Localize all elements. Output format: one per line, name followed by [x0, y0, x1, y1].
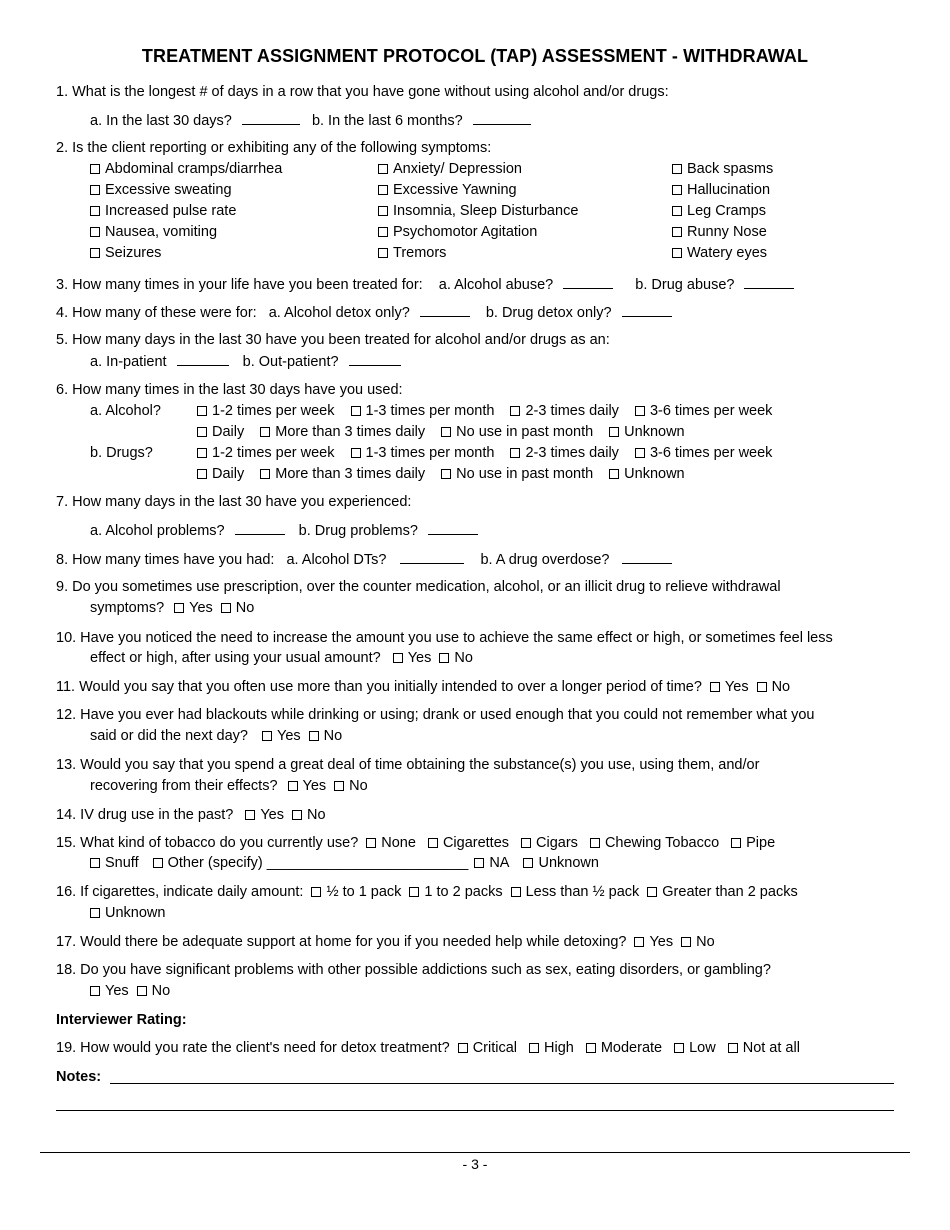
- checkbox[interactable]: [510, 448, 520, 458]
- symptom-abdominal-cramps-diarrhea[interactable]: [90, 159, 282, 180]
- page-title: TREATMENT ASSIGNMENT PROTOCOL (TAP) ASSESSMENT - WITHDRAWAL: [141, 46, 809, 66]
- option-yes[interactable]: Yes: [174, 598, 213, 618]
- option-3-6-times-per-week[interactable]: 3-6 times per week: [635, 401, 773, 421]
- option-no[interactable]: No: [292, 805, 326, 825]
- option-moderate[interactable]: Moderate: [586, 1038, 662, 1058]
- checkbox[interactable]: [288, 781, 298, 791]
- checkbox[interactable]: [351, 406, 361, 416]
- checkbox[interactable]: [378, 248, 388, 258]
- checkbox[interactable]: [586, 1043, 596, 1053]
- option-na[interactable]: NA: [474, 853, 509, 873]
- checkbox[interactable]: [90, 248, 100, 258]
- checkbox[interactable]: [292, 810, 302, 820]
- option-no[interactable]: No: [309, 726, 343, 746]
- checkbox[interactable]: [439, 653, 449, 663]
- checkbox[interactable]: [590, 838, 600, 848]
- symptom-checkbox-label[interactable]: Abdominal cramps/diarrhea: [90, 159, 282, 180]
- checkbox[interactable]: [90, 206, 100, 216]
- checkbox[interactable]: [672, 164, 682, 174]
- checkbox[interactable]: [221, 603, 231, 613]
- checkbox[interactable]: [311, 887, 321, 897]
- symptom-column-2: [378, 159, 578, 264]
- q7a-blank[interactable]: [235, 520, 285, 535]
- question-12-cont: said or did the next day? Yes No: [90, 728, 343, 744]
- question-3: 3. How many times in your life have you been treated for: a. Alcohol abuse? b. Drug abuse?: [56, 274, 894, 295]
- checkbox[interactable]: [260, 427, 270, 437]
- symptom-watery-eyes[interactable]: [672, 243, 773, 264]
- question-11: 11. Would you say that you often use more than you initially intended to over a longer period of time? Yes No: [56, 679, 791, 695]
- option-yes[interactable]: Yes: [262, 726, 301, 746]
- checkbox[interactable]: [441, 469, 451, 479]
- question-9: 9. Do you sometimes use prescription, over the counter medication, alcohol, or an illicit drug to relieve withdrawal: [56, 579, 781, 595]
- symptom-back-spasms[interactable]: [672, 159, 773, 180]
- yes-no-group: [90, 983, 170, 999]
- symptom-checkbox-label[interactable]: Insomnia, Sleep Disturbance: [378, 201, 578, 222]
- option-unknown[interactable]: Unknown: [609, 464, 684, 484]
- option-unknown[interactable]: Unknown: [609, 422, 684, 442]
- checkbox[interactable]: [153, 858, 163, 868]
- symptom-column-1: [90, 159, 282, 264]
- checkbox[interactable]: [635, 406, 645, 416]
- option-yes[interactable]: Yes: [90, 981, 129, 1001]
- option-high[interactable]: High: [529, 1038, 574, 1058]
- q6-drugs-options-row2: [197, 464, 894, 484]
- checkbox[interactable]: [441, 427, 451, 437]
- option-critical[interactable]: Critical: [458, 1038, 517, 1058]
- symptom-insomnia-sleep-disturbance[interactable]: [378, 201, 578, 222]
- question-8: 8. How many times have you had: a. Alcohol DTs? b. A drug overdose?: [56, 549, 894, 570]
- checkbox[interactable]: [681, 937, 691, 947]
- symptom-anxiety-depression[interactable]: [378, 159, 578, 180]
- option-chewing-tobacco[interactable]: Chewing Tobacco: [590, 833, 719, 853]
- checkbox[interactable]: [366, 838, 376, 848]
- checkbox[interactable]: [262, 731, 272, 741]
- symptom-excessive-sweating[interactable]: [90, 180, 282, 201]
- footer-divider: [40, 1152, 910, 1153]
- option-no[interactable]: No: [221, 598, 255, 618]
- question-6: 6. How many times in the last 30 days have you used:: [56, 382, 403, 398]
- option-none[interactable]: None: [366, 833, 416, 853]
- question-16: 16. If cigarettes, indicate daily amount: ½ to 1 pack 1 to 2 packs Less than ½ pack Greater than 2 packs: [56, 884, 798, 900]
- question-9-cont: symptoms? Yes No: [90, 600, 255, 616]
- q4b-blank[interactable]: [622, 302, 672, 317]
- checkbox[interactable]: [90, 908, 100, 918]
- notes-line-1[interactable]: [110, 1083, 894, 1084]
- q1a-blank[interactable]: [242, 110, 300, 125]
- yes-no-group: [634, 934, 714, 950]
- checkbox[interactable]: [634, 937, 644, 947]
- checkbox[interactable]: [523, 858, 533, 868]
- checkbox[interactable]: [458, 1043, 468, 1053]
- option-more-than-3-times-daily[interactable]: More than 3 times daily: [260, 464, 425, 484]
- checkbox[interactable]: [90, 858, 100, 868]
- symptom-checkbox-label[interactable]: Seizures: [90, 243, 161, 264]
- option-yes[interactable]: Yes: [393, 648, 432, 668]
- q8a-blank[interactable]: [400, 549, 464, 564]
- option-greater-than-2-packs[interactable]: Greater than 2 packs: [647, 882, 797, 902]
- option-no[interactable]: No: [334, 776, 368, 796]
- question-1: 1. What is the longest # of days in a row that you have gone without using alcohol and/or drugs:: [56, 84, 669, 100]
- checkbox[interactable]: [731, 838, 741, 848]
- checkbox[interactable]: [609, 469, 619, 479]
- checkbox[interactable]: [245, 810, 255, 820]
- symptom-nausea-vomiting[interactable]: [90, 222, 282, 243]
- page-number: - 3 -: [462, 1156, 488, 1172]
- checkbox[interactable]: [378, 185, 388, 195]
- symptom-checkbox-label[interactable]: Excessive Yawning: [378, 180, 517, 201]
- checkbox[interactable]: [197, 427, 207, 437]
- checkbox[interactable]: [137, 986, 147, 996]
- checkbox[interactable]: [674, 1043, 684, 1053]
- notes-label: Notes:: [56, 1069, 102, 1085]
- option-3-6-times-per-week[interactable]: 3-6 times per week: [635, 443, 773, 463]
- option-no[interactable]: No: [137, 981, 171, 1001]
- question-18-cont: [90, 981, 894, 1001]
- checkbox[interactable]: [90, 185, 100, 195]
- checkbox[interactable]: [647, 887, 657, 897]
- interviewer-rating-heading: Interviewer Rating:: [56, 1012, 187, 1028]
- symptom-excessive-yawning[interactable]: [378, 180, 578, 201]
- symptom-checkbox-label[interactable]: Nausea, vomiting: [90, 222, 217, 243]
- question-2: 2. Is the client reporting or exhibiting any of the following symptoms:: [56, 140, 492, 156]
- checkbox[interactable]: [757, 682, 767, 692]
- checkbox[interactable]: [197, 469, 207, 479]
- symptom-checkbox-label[interactable]: Excessive sweating: [90, 180, 232, 201]
- option-yes[interactable]: Yes: [634, 932, 673, 952]
- checkbox[interactable]: [309, 731, 319, 741]
- checkbox[interactable]: [635, 448, 645, 458]
- option-no[interactable]: No: [757, 677, 791, 697]
- option-1-3-times-per-month[interactable]: 1-3 times per month: [351, 443, 495, 463]
- q6-drugs-options-row1: [197, 443, 894, 463]
- question-5: 5. How many days in the last 30 have you been treated for alcohol and/or drugs as an:: [56, 332, 610, 348]
- notes-line-2[interactable]: [56, 1110, 894, 1111]
- q6-alcohol-options-row1: [197, 401, 894, 421]
- option-cigarettes[interactable]: Cigarettes: [428, 833, 509, 853]
- question-16-cont: [90, 903, 894, 923]
- symptom-checkbox-label[interactable]: Leg Cramps: [672, 201, 766, 222]
- yes-no-group: [262, 728, 342, 744]
- symptom-runny-nose[interactable]: [672, 222, 773, 243]
- checkbox[interactable]: [672, 227, 682, 237]
- question-5-answers: a. In-patient b. Out-patient?: [90, 351, 894, 372]
- checkbox[interactable]: [511, 887, 521, 897]
- checkbox[interactable]: [90, 227, 100, 237]
- yes-no-group: [710, 679, 790, 695]
- checkbox[interactable]: [197, 448, 207, 458]
- symptom-hallucination[interactable]: [672, 180, 773, 201]
- q7b-blank[interactable]: [428, 520, 478, 535]
- q5b-blank[interactable]: [349, 351, 401, 366]
- q6-alcohol-label: a. Alcohol?: [90, 403, 161, 419]
- option-daily[interactable]: Daily: [197, 422, 244, 442]
- checkbox[interactable]: [378, 227, 388, 237]
- checkbox[interactable]: [378, 164, 388, 174]
- q1b-blank[interactable]: [473, 110, 531, 125]
- option-low[interactable]: Low: [674, 1038, 716, 1058]
- checkbox[interactable]: [378, 206, 388, 216]
- symptom-psychomotor-agitation[interactable]: [378, 222, 578, 243]
- checkbox[interactable]: [90, 986, 100, 996]
- question-13: 13. Would you say that you spend a great deal of time obtaining the substance(s) you use, using them, and/or: [56, 757, 760, 773]
- option-no[interactable]: No: [439, 648, 473, 668]
- option-unknown[interactable]: Unknown: [523, 853, 598, 873]
- question-13-cont: recovering from their effects? Yes No: [90, 778, 368, 794]
- question-14: 14. IV drug use in the past? Yes No: [56, 807, 326, 823]
- symptom-checkbox-label[interactable]: Runny Nose: [672, 222, 767, 243]
- checkbox[interactable]: [174, 603, 184, 613]
- question-7-answers: a. Alcohol problems? b. Drug problems?: [90, 520, 894, 541]
- symptom-checkbox-label[interactable]: Tremors: [378, 243, 446, 264]
- symptom-checkbox-label[interactable]: Back spasms: [672, 159, 773, 180]
- question-15-cont: [90, 853, 894, 873]
- checkbox[interactable]: [710, 682, 720, 692]
- option-no[interactable]: No: [681, 932, 715, 952]
- q6-drugs-label: b. Drugs?: [90, 445, 153, 461]
- checkbox[interactable]: [90, 164, 100, 174]
- q3a-blank[interactable]: [563, 274, 613, 289]
- option-1-to-2-packs[interactable]: 1 to 2 packs: [409, 882, 502, 902]
- yes-no-group: [288, 778, 368, 794]
- symptom-checkbox-label[interactable]: Watery eyes: [672, 243, 767, 264]
- checkbox[interactable]: [521, 838, 531, 848]
- checkbox[interactable]: [474, 858, 484, 868]
- symptom-checkbox-label[interactable]: Hallucination: [672, 180, 770, 201]
- symptom-tremors[interactable]: [378, 243, 578, 264]
- option-to-1-pack[interactable]: ½ to 1 pack: [311, 882, 401, 902]
- yes-no-group: [245, 807, 325, 823]
- question-15: 15. What kind of tobacco do you currently use? None Cigarettes Cigars Chewing Tobacco Pipe: [56, 835, 776, 851]
- option-yes[interactable]: Yes: [245, 805, 284, 825]
- symptom-seizures[interactable]: [90, 243, 282, 264]
- symptom-checkbox-label[interactable]: Increased pulse rate: [90, 201, 236, 222]
- option-other[interactable]: Other (specify) _________________________: [153, 853, 469, 873]
- checkbox[interactable]: [393, 653, 403, 663]
- checkbox[interactable]: [334, 781, 344, 791]
- option-yes[interactable]: Yes: [710, 677, 749, 697]
- option-1-2-times-per-week[interactable]: 1-2 times per week: [197, 443, 335, 463]
- checkbox[interactable]: [728, 1043, 738, 1053]
- option-snuff[interactable]: Snuff: [90, 853, 139, 873]
- question-4: 4. How many of these were for: a. Alcohol detox only? b. Drug detox only?: [56, 302, 894, 323]
- checkbox[interactable]: [351, 448, 361, 458]
- symptom-column-3: [672, 159, 773, 264]
- question-10-cont: effect or high, after using your usual amount? Yes No: [90, 650, 473, 666]
- question-17: 17. Would there be adequate support at home for you if you needed help while detoxing? Yes No: [56, 934, 715, 950]
- checkbox[interactable]: [672, 248, 682, 258]
- q6-alcohol-options-row2: [197, 422, 894, 442]
- option-not-at-all[interactable]: Not at all: [728, 1038, 800, 1058]
- symptom-checkbox-label[interactable]: Anxiety/ Depression: [378, 159, 522, 180]
- option-no-use-in-past-month[interactable]: No use in past month: [441, 422, 593, 442]
- checkbox[interactable]: [672, 185, 682, 195]
- checkbox[interactable]: [672, 206, 682, 216]
- checkbox[interactable]: [529, 1043, 539, 1053]
- yes-no-group: [174, 600, 254, 616]
- q4a-blank[interactable]: [420, 302, 470, 317]
- option-pipe[interactable]: Pipe: [731, 833, 775, 853]
- option-2-3-times-daily[interactable]: 2-3 times daily: [510, 443, 618, 463]
- q5a-blank[interactable]: [177, 351, 229, 366]
- question-19: 19. How would you rate the client's need for detox treatment? Critical High Moderate Low Not at all: [56, 1040, 800, 1056]
- checkbox[interactable]: [510, 406, 520, 416]
- option-daily[interactable]: Daily: [197, 464, 244, 484]
- symptom-checkbox-label[interactable]: Psychomotor Agitation: [378, 222, 537, 243]
- option-unknown[interactable]: Unknown: [90, 903, 165, 923]
- option-1-3-times-per-month[interactable]: 1-3 times per month: [351, 401, 495, 421]
- checkbox[interactable]: [428, 838, 438, 848]
- symptom-increased-pulse-rate[interactable]: [90, 201, 282, 222]
- q3b-blank[interactable]: [744, 274, 794, 289]
- option-1-2-times-per-week[interactable]: 1-2 times per week: [197, 401, 335, 421]
- question-7: 7. How many days in the last 30 have you experienced:: [56, 494, 412, 510]
- checkbox[interactable]: [197, 406, 207, 416]
- question-1-answers: a. In the last 30 days? b. In the last 6 months?: [90, 110, 894, 131]
- option-2-3-times-daily[interactable]: 2-3 times daily: [510, 401, 618, 421]
- question-12: 12. Have you ever had blackouts while drinking or using; drank or used enough that you could not remember what you: [56, 707, 815, 723]
- option-no-use-in-past-month[interactable]: No use in past month: [441, 464, 593, 484]
- option-more-than-3-times-daily[interactable]: More than 3 times daily: [260, 422, 425, 442]
- checkbox[interactable]: [409, 887, 419, 897]
- question-18: 18. Do you have significant problems with other possible addictions such as sex, eating disorders, or gambling?: [56, 962, 771, 978]
- question-10: 10. Have you noticed the need to increase the amount you use to achieve the same effect or high, or sometimes feel less: [56, 630, 833, 646]
- q8b-blank[interactable]: [622, 549, 672, 564]
- option-cigars[interactable]: Cigars: [521, 833, 578, 853]
- option-yes[interactable]: Yes: [288, 776, 327, 796]
- checkbox[interactable]: [609, 427, 619, 437]
- checkbox[interactable]: [260, 469, 270, 479]
- yes-no-group: [393, 650, 473, 666]
- symptom-leg-cramps[interactable]: [672, 201, 773, 222]
- option-less-than-pack[interactable]: Less than ½ pack: [511, 882, 640, 902]
